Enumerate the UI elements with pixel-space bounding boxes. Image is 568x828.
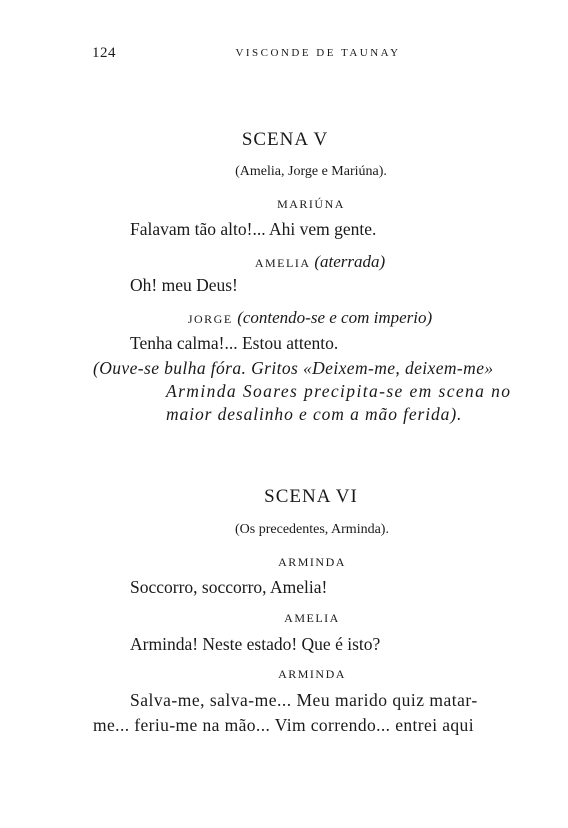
speaker-with-direction <box>0 252 568 272</box>
stage-direction-inline: (contendo-se e com imperio) <box>237 308 433 327</box>
speaker-name: AMELIA <box>254 256 310 270</box>
page-number: 124 <box>92 45 116 61</box>
dialogue-line: Tenha calma!... Estou attento. <box>130 333 339 353</box>
dialogue-line: Salva-me, salva-me... Meu marido quiz matar- <box>130 690 478 710</box>
scene-6-cast: (Os precedentes, Arminda). <box>235 522 389 537</box>
running-title: VISCONDE DE TAUNAY <box>235 47 401 59</box>
dialogue-line: Falavam tão alto!... Ahi vem gente. <box>130 219 377 239</box>
scene-5-cast: (Amelia, Jorge e Mariúna). <box>235 164 387 179</box>
speaker-name: MARIÚNA <box>277 197 345 211</box>
speaker-with-direction <box>0 308 568 328</box>
stage-direction: maior desalinho e com a mão ferida). <box>166 404 463 424</box>
stage-direction: Arminda Soares precipita-se em scena no <box>166 381 512 401</box>
scene-5-title: SCENA V <box>241 129 329 150</box>
speaker-name: ARMINDA <box>278 667 346 681</box>
dialogue-line: Arminda! Neste estado! Que é isto? <box>130 634 381 654</box>
speaker-name: JORGE <box>187 312 233 326</box>
speaker-name: AMELIA <box>284 611 340 625</box>
dialogue-line: Soccorro, soccorro, Amelia! <box>130 577 328 597</box>
dialogue-line: me... feriu-me na mão... Vim correndo... entrei aqui <box>93 715 474 735</box>
stage-direction-inline: (aterrada) <box>314 252 386 271</box>
dialogue-line: Oh! meu Deus! <box>130 275 238 295</box>
scene-6-title: SCENA VI <box>264 486 358 507</box>
stage-direction: (Ouve-se bulha fóra. Gritos «Deixem-me, deixem-me» <box>93 358 494 378</box>
speaker-name: ARMINDA <box>278 555 346 569</box>
